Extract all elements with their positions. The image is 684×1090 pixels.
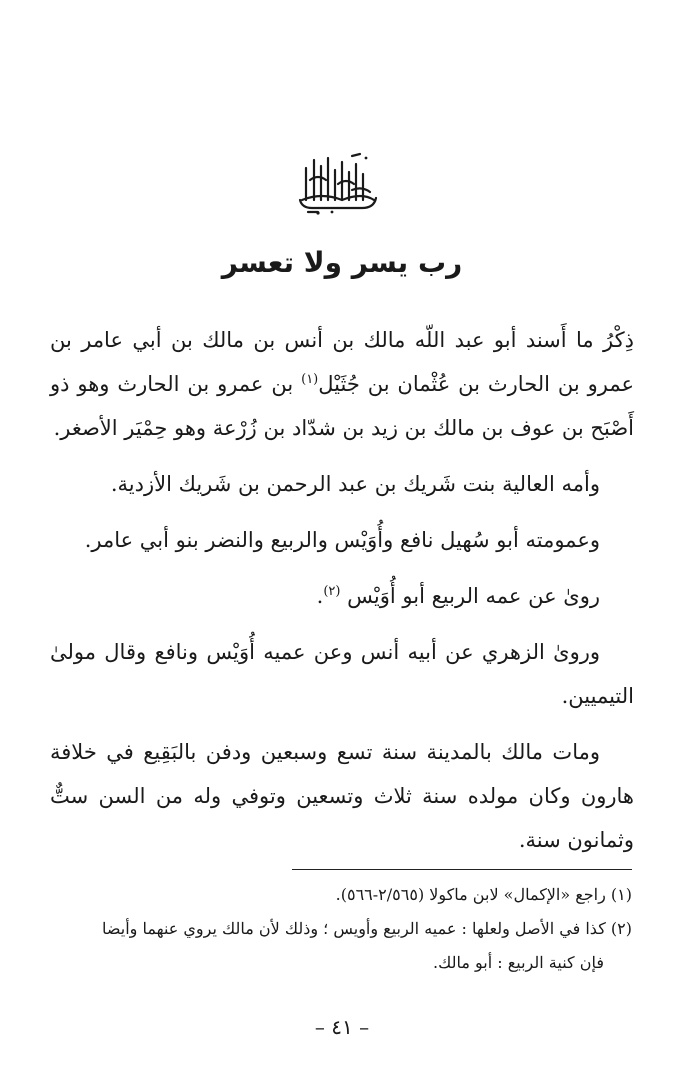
- paragraph-text-cont: .: [316, 584, 324, 608]
- paragraph-text: ذِكْرُ ما أَسند أبو عبد اللّه مالك بن أنس بن مالك بن أبي عامر بن عمرو بن الحارث بن عُثْمان بن جُثَيْل: [50, 328, 634, 396]
- footnote-2: (٢) كذا في الأصل ولعلها : عميه الربيع وأويس ؛ وذلك لأن مالك يروي عنهما وأيضا: [101, 919, 632, 938]
- paragraph-text-cont: بن عمرو بن الحارث وهو ذو أَصْبَح بن عوف بن مالك بن زيد بن شدّاد بن زُرْعة وهو حِمْيَر الأصغر.: [50, 372, 634, 440]
- paragraph-zuhri: وروىٰ الزهري عن أبيه أنس وعن عميه أُوَيْس ونافع وقال مولىٰ التيميين.: [50, 640, 634, 708]
- footnote-ref: (٢): [323, 584, 341, 599]
- page-title: رب يسر ولا تعسر: [221, 246, 463, 279]
- footnote-2-continuation: فإن كنية الربيع : أبو مالك.: [433, 953, 604, 972]
- footnote-divider: [292, 869, 632, 870]
- footnotes: [48, 878, 632, 980]
- paragraph-uncles: وعمومته أبو سُهيل نافع وأُوَيْس والربيع والنضر بنو أبي عامر.: [84, 528, 600, 552]
- basmala-calligraphy: [292, 150, 382, 216]
- paragraph-narrated: [50, 574, 634, 618]
- paragraph-death: ومات مالك بالمدينة سنة تسع وسبعين ودفن بالبَقِيع في خلافة هارون وكان مولده سنة ثلاث وتسعين وتوفي وله من السن ستٌّ وثمانون سنة.: [50, 740, 634, 852]
- paragraph-mother: وأمه العالية بنت شَريك بن عبد الرحمن بن شَريك الأزدية.: [110, 472, 600, 496]
- paragraph-text: روىٰ عن عمه الربيع أبو أُوَيْس: [347, 584, 600, 608]
- paragraph-lineage: [50, 318, 634, 450]
- basmala-calligraphy-icon: [292, 150, 382, 216]
- page-number: – ٤١ –: [314, 1015, 370, 1039]
- main-text: [50, 318, 634, 874]
- footnote-ref: (١): [301, 372, 319, 387]
- footnote-1: (١) راجع «الإكمال» لابن ماكولا (٢/٥٦٥-٥٦٦).: [335, 885, 632, 904]
